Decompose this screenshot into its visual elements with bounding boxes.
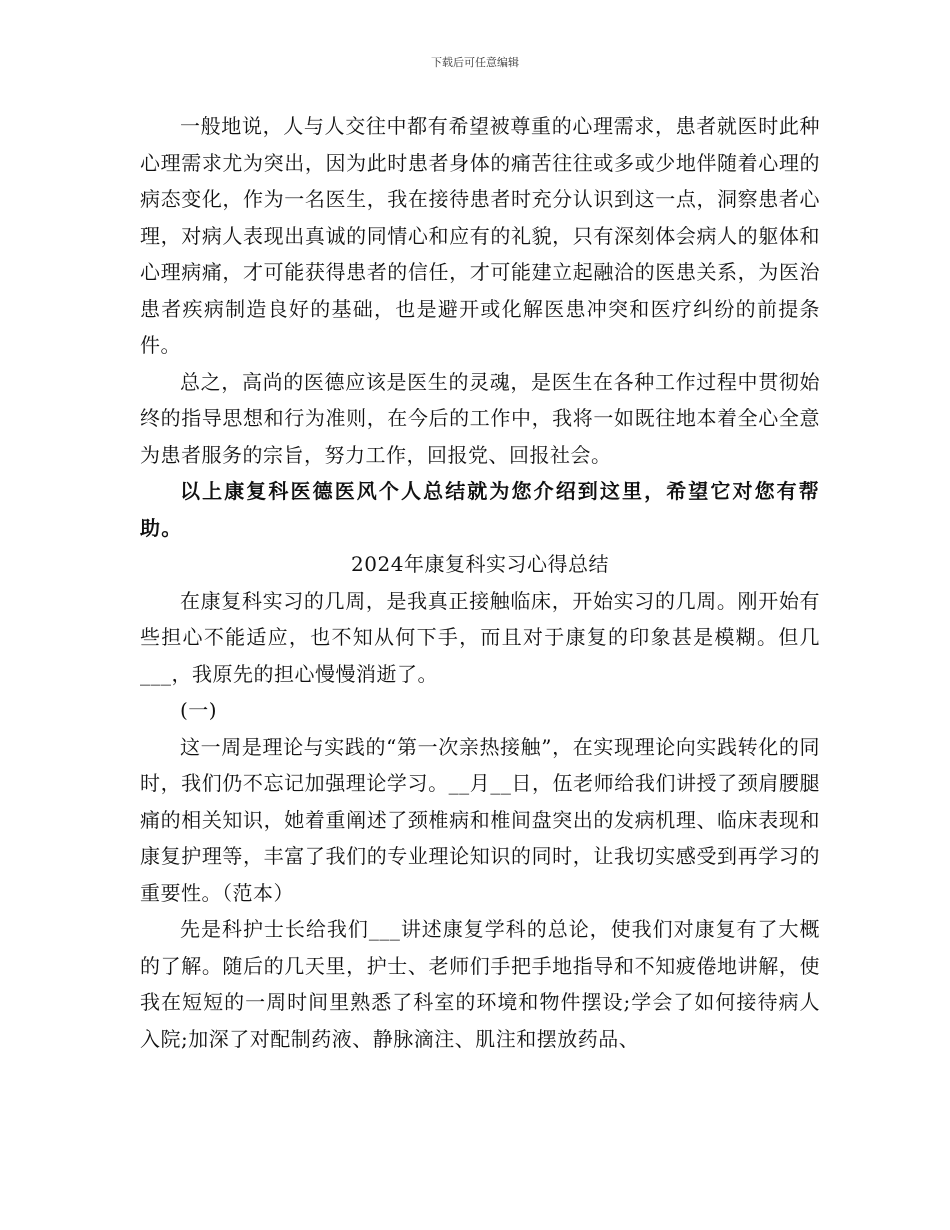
paragraph-patient-psychology: 一般地说，人与人交往中都有希望被尊重的心理需求，患者就医时此种心理需求尤为突出，因为此时患者身体的痛苦往往或多或少地伴随着心理的病态变化，作为一名医生，我在接待患者时充分认识到这一点，洞察患者心理，对病人表现出真诚的同情心和应有的礼貌，只有深刻体会病人的躯体和心理病痛，才可能获得患者的信任，才可能建立起融洽的医患关系，为医治患者疾病制造良好的基础，也是避开或化解医患冲突和医疗纠纷的前提条件。: [140, 114, 820, 357]
section-heading-one: (一): [180, 698, 218, 722]
document-title: 2024年康复科实习心得总结: [351, 552, 609, 576]
paragraph-head-nurse: 先是科护士长给我们___讲述康复学科的总论，使我们对康复有了大概的了解。随后的几天里，护士、老师们手把手地指导和不知疲倦地讲解，使我在短短的一周时间里熟悉了科室的环境和物件摆设;学会了如何接待病人入院;加深了对配制药液、静脉滴注、肌注和摆放药品、: [140, 917, 820, 1051]
paragraph-first-week: 这一周是理论与实践的“第一次亲热接触”，在实现理论向实践转化的同时，我们仍不忘记加强理论学习。__月__日，伍老师给我们讲授了颈肩腰腿痛的相关知识，她着重阐述了颈椎病和椎间盘突出的发病机理、临床表现和康复护理等，丰富了我们的专业理论知识的同时，让我切实感受到再学习的重要性。（范本）: [140, 734, 820, 905]
page-header: 下载后可任意编辑: [431, 56, 519, 69]
paragraph-conclusion: 总之，高尚的医德应该是医生的灵魂，是医生在各种工作过程中贯彻始终的指导思想和行为准则，在今后的工作中，我将一如既往地本着全心全意为患者服务的宗旨，努力工作，回报党、回报社会。: [140, 369, 820, 467]
document-body: [140, 108, 820, 1057]
paragraph-internship-intro: 在康复科实习的几周，是我真正接触临床，开始实习的几周。刚开始有些担心不能适应，也不知从何下手，而且对于康复的印象甚是模糊。但几___，我原先的担心慢慢消逝了。: [140, 588, 820, 686]
paragraph-closing-remark: 以上康复科医德医风个人总结就为您介绍到这里，希望它对您有帮助。: [140, 479, 820, 540]
